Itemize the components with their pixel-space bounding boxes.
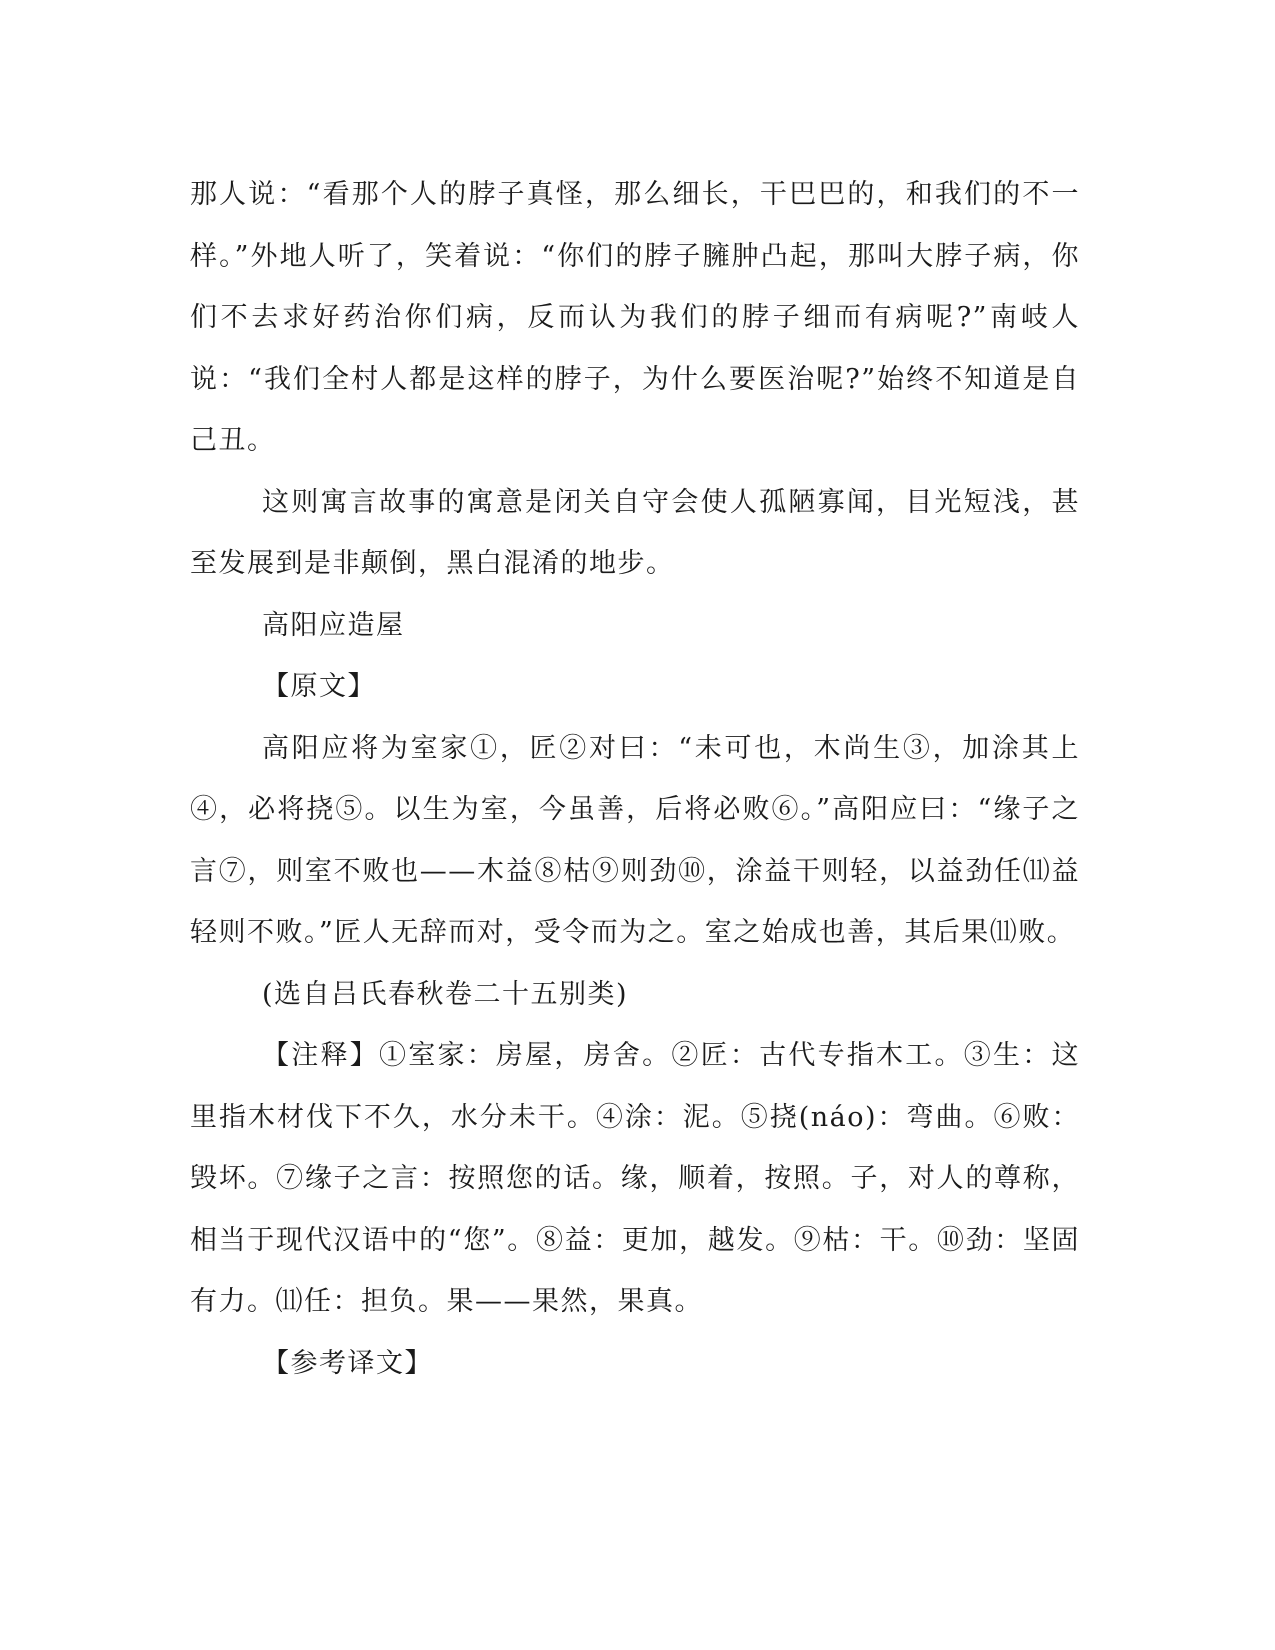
original-text-paragraph: 高阳应将为室家①，匠②对曰：“未可也，木尚生③，加涂其上④，必将挠⑤。以生为室，今虽善，后将必败⑥。”高阳应曰：“缘子之言⑦，则室不败也——木益⑧枯⑨则劲⑩，涂益干则轻，以益劲任⑾益轻则不败。”匠人无辞而对，受令而为之。室之始成也善，其后果⑾败。 [190, 732, 1080, 948]
story-title: 高阳应造屋 [262, 609, 405, 641]
original-heading: 【原文】 [262, 671, 376, 702]
moral-paragraph: 这则寓言故事的寓意是闭关自守会使人孤陋寡闻，目光短浅，甚至发展到是非颠倒，黑白混淆的地步。 [190, 486, 1080, 579]
story-continuation-paragraph: 那人说：“看那个人的脖子真怪，那么细长，干巴巴的，和我们的不一样。”外地人听了，笑着说：“你们的脖子臃肿凸起，那叫大脖子病，你们不去求好药治你们病，反而认为我们的脖子细而有病呢?”南岐人说：“我们全村人都是这样的脖子，为什么要医治呢?”始终不知道是自己丑。 [190, 179, 1080, 456]
translation-heading: 【参考译文】 [262, 1347, 433, 1379]
source-citation: (选自吕氏春秋卷二十五别类) [262, 978, 629, 1010]
document-body [190, 164, 1080, 1394]
annotations-paragraph: 【注释】①室家：房屋，房舍。②匠：古代专指木工。③生：这里指木材伐下不久，水分未干。④涂：泥。⑤挠(náo)：弯曲。⑥败：毁坏。⑦缘子之言：按照您的话。缘，顺着，按照。子，对人的尊称，相当于现代汉语中的“您”。⑧益：更加，越发。⑨枯：干。⑩劲：坚固有力。⑾任：担负。果——果然，果真。 [190, 1040, 1080, 1317]
